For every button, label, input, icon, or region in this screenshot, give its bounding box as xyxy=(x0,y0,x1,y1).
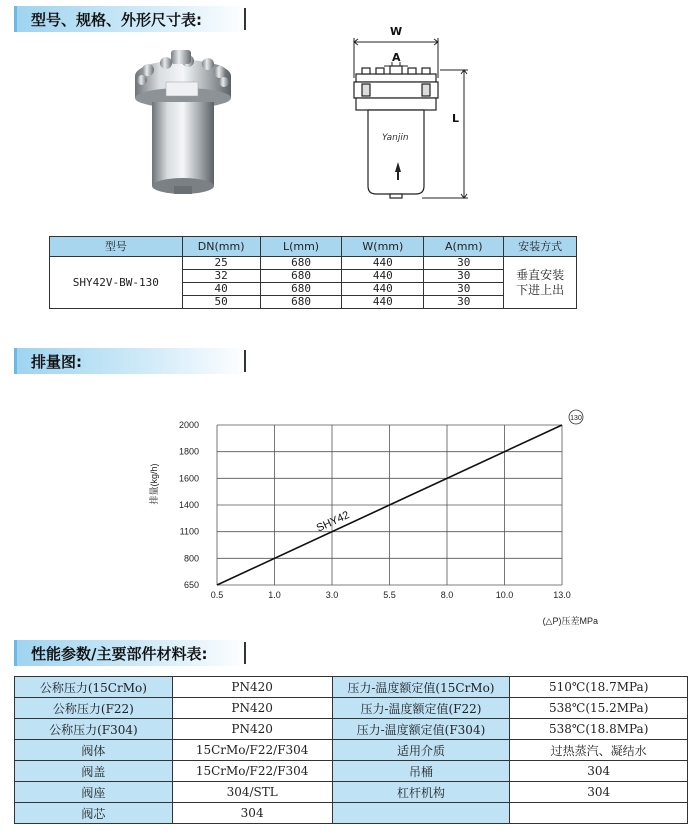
curve-badge xyxy=(569,410,583,424)
l-cell: 680 xyxy=(260,296,342,309)
param-value-cell: 510℃(18.7MPa) xyxy=(510,677,688,698)
l-cell: 680 xyxy=(260,257,342,270)
param-name-cell: 吊桶 xyxy=(332,761,510,782)
param-value-cell: 538℃(15.2MPa) xyxy=(510,698,688,719)
param-name-cell: 压力-温度额定值(15CrMo) xyxy=(332,677,510,698)
x-tick-label: 5.5 xyxy=(383,590,396,600)
param-value-cell: 304 xyxy=(510,782,688,803)
w-cell: 440 xyxy=(342,296,424,309)
param-name-cell: 杠杆机构 xyxy=(332,782,510,803)
param-name-cell: 公称压力(F304) xyxy=(15,719,173,740)
dn-cell: 40 xyxy=(182,283,260,296)
y-axis-label: 排量(kg/h) xyxy=(149,463,159,505)
param-name-cell xyxy=(332,803,510,824)
table-row xyxy=(50,257,577,270)
x-tick-label: 3.0 xyxy=(325,590,339,600)
x-tick-label: 1.0 xyxy=(268,590,281,600)
dn-cell: 32 xyxy=(182,270,260,283)
model-cell: SHY42V-BW-130 xyxy=(50,257,183,309)
y-tick-label: 1100 xyxy=(179,526,199,537)
header-divider xyxy=(244,350,246,372)
table-row xyxy=(15,803,688,824)
dn-cell: 50 xyxy=(182,296,260,309)
series-label-shy42: SHY42 xyxy=(314,509,352,535)
a-cell: 30 xyxy=(424,270,504,283)
param-name-cell: 适用介质 xyxy=(332,740,510,761)
dimension-label-a: A xyxy=(392,51,401,64)
header-dn: DN(mm) xyxy=(182,237,260,257)
section-header-params xyxy=(14,640,249,666)
table-row xyxy=(15,740,688,761)
param-name-cell: 压力-温度额定值(F304) xyxy=(332,719,510,740)
x-axis-label: (△P)压差MPa xyxy=(542,616,598,626)
install-line-2: 下进上出 xyxy=(516,282,565,297)
w-cell: 440 xyxy=(342,257,424,270)
y-tick-label: 800 xyxy=(183,553,199,564)
param-name-cell: 阀体 xyxy=(15,740,173,761)
table-row xyxy=(15,761,688,782)
x-tick-label: 13.0 xyxy=(553,590,571,600)
capacity-chart xyxy=(140,400,600,630)
install-cell xyxy=(504,257,577,309)
spec-table xyxy=(49,236,577,309)
w-cell: 440 xyxy=(342,270,424,283)
x-tick-label: 8.0 xyxy=(440,590,454,600)
y-tick-label: 2000 xyxy=(178,420,199,430)
header-a: A(mm) xyxy=(424,237,504,257)
x-tick-label: 0.5 xyxy=(210,590,224,600)
param-name-cell: 公称压力(F22) xyxy=(15,698,173,719)
table-row xyxy=(15,782,688,803)
dn-cell: 25 xyxy=(182,257,260,270)
y-tick-label: 1800 xyxy=(178,446,199,457)
param-value-cell: 304/STL xyxy=(172,782,332,803)
header-model: 型号 xyxy=(50,237,183,257)
table-row xyxy=(15,677,688,698)
param-value-cell: 304 xyxy=(172,803,332,824)
param-value-cell: 538℃(18.8MPa) xyxy=(510,719,688,740)
param-value-cell xyxy=(510,803,688,824)
header-divider xyxy=(244,642,246,664)
section-title-chart: 排量图: xyxy=(31,353,82,371)
header-install: 安装方式 xyxy=(504,237,577,257)
y-tick-label: 1400 xyxy=(178,500,199,510)
x-tick-label: 10.0 xyxy=(495,590,514,600)
w-cell: 440 xyxy=(342,283,424,296)
param-name-cell: 阀盖 xyxy=(15,761,173,782)
param-value-cell: 过热蒸汽、凝结水 xyxy=(510,740,688,761)
dimension-label-l: L xyxy=(452,112,460,125)
param-name-cell: 公称压力(15CrMo) xyxy=(15,677,173,698)
l-cell: 680 xyxy=(260,283,342,296)
spec-table-header xyxy=(50,237,577,257)
a-cell: 30 xyxy=(424,296,504,309)
dimension-drawing xyxy=(340,22,470,202)
drawing-brand-text: Yanjin xyxy=(382,133,409,143)
section-title-spec: 型号、规格、外形尺寸表: xyxy=(31,11,202,29)
header-w: W(mm) xyxy=(342,237,424,257)
param-value-cell: 15CrMo/F22/F304 xyxy=(172,761,332,782)
param-name-cell: 压力-温度额定值(F22) xyxy=(332,698,510,719)
section-header-chart xyxy=(14,348,249,374)
a-cell: 30 xyxy=(424,257,504,270)
dimension-label-w: W xyxy=(390,25,403,38)
curve-badge-text: 130 xyxy=(570,415,582,422)
params-table xyxy=(14,676,688,824)
param-name-cell: 阀芯 xyxy=(15,803,173,824)
y-tick-label: 650 xyxy=(183,580,199,590)
param-name-cell: 阀座 xyxy=(15,782,173,803)
header-divider xyxy=(244,8,246,30)
product-photo xyxy=(116,36,250,200)
section-title-params: 性能参数/主要部件材料表: xyxy=(31,645,208,663)
header-l: L(mm) xyxy=(260,237,342,257)
param-value-cell: PN420 xyxy=(172,698,332,719)
table-row xyxy=(15,719,688,740)
a-cell: 30 xyxy=(424,283,504,296)
param-value-cell: 15CrMo/F22/F304 xyxy=(172,740,332,761)
param-value-cell: PN420 xyxy=(172,677,332,698)
install-line-1: 垂直安装 xyxy=(516,267,565,282)
param-value-cell: 304 xyxy=(510,761,688,782)
section-header-spec xyxy=(14,6,249,32)
y-tick-label: 1600 xyxy=(178,473,199,484)
param-value-cell: PN420 xyxy=(172,719,332,740)
l-cell: 680 xyxy=(260,270,342,283)
table-row xyxy=(15,698,688,719)
